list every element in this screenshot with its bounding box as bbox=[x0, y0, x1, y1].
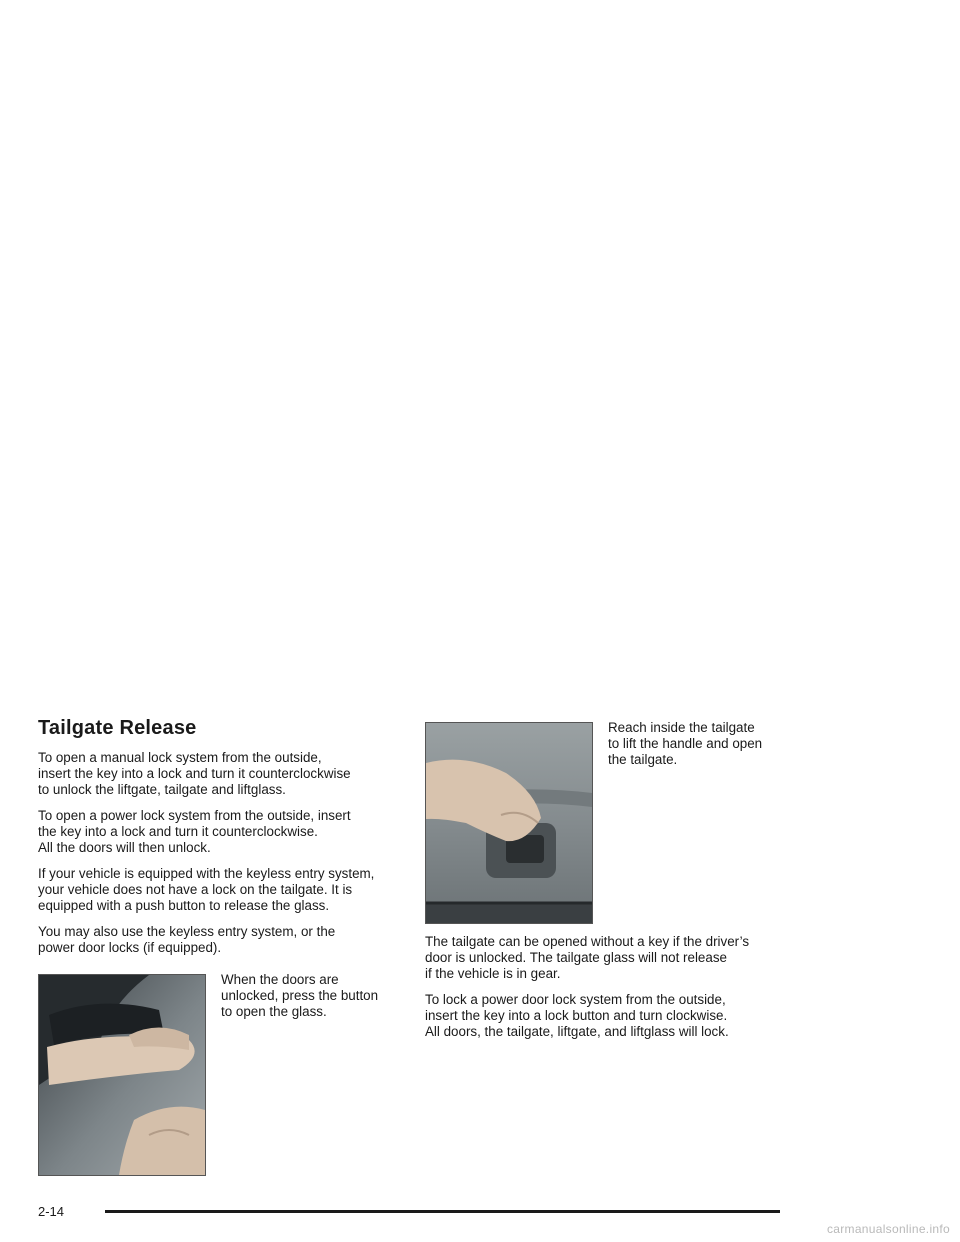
paragraph-keyless-entry: If your vehicle is equipped with the keyless entry system, your vehicle does not have a lock on the tailgate. It is equipped with a push button to release the glass. bbox=[38, 866, 375, 913]
paragraph-power-lock: To open a power lock system from the outside, insert the key into a lock and turn it counterclockwise. All the doors will then unlock. bbox=[38, 808, 351, 855]
left-column bbox=[38, 716, 398, 1174]
page-number: 2-14 bbox=[38, 1204, 65, 1219]
paragraph-also-use: You may also use the keyless entry system, or the power door locks (if equipped). bbox=[38, 924, 336, 955]
glass-button-photo bbox=[38, 974, 206, 1176]
paragraph-no-key: The tailgate can be opened without a key if the driver’s door is unlocked. The tailgate glass will not release if the vehicle is in gear. bbox=[425, 934, 750, 981]
figure-glass-button bbox=[38, 974, 398, 1174]
glass-button-caption: When the doors are unlocked, press the button to open the glass. bbox=[221, 972, 379, 1019]
tailgate-handle-caption: Reach inside the tailgate to lift the handle and open the tailgate. bbox=[608, 720, 763, 767]
paragraph-manual-lock: To open a manual lock system from the outside, insert the key into a lock and turn it counterclockwise to unlock the liftgate, tailgate and liftglass. bbox=[38, 750, 351, 797]
section-title: Tailgate Release bbox=[38, 717, 197, 739]
paragraph-lock-outside: To lock a power door lock system from the outside, insert the key into a lock button and turn clockwise. All doors, the tailgate, liftgate, and liftglass will lock. bbox=[425, 992, 729, 1039]
figure-tailgate-handle bbox=[425, 722, 795, 922]
right-column bbox=[425, 722, 795, 1050]
tailgate-handle-photo bbox=[425, 722, 593, 924]
watermark: carmanualsonline.info bbox=[826, 1222, 950, 1236]
footer-rule bbox=[105, 1210, 780, 1213]
